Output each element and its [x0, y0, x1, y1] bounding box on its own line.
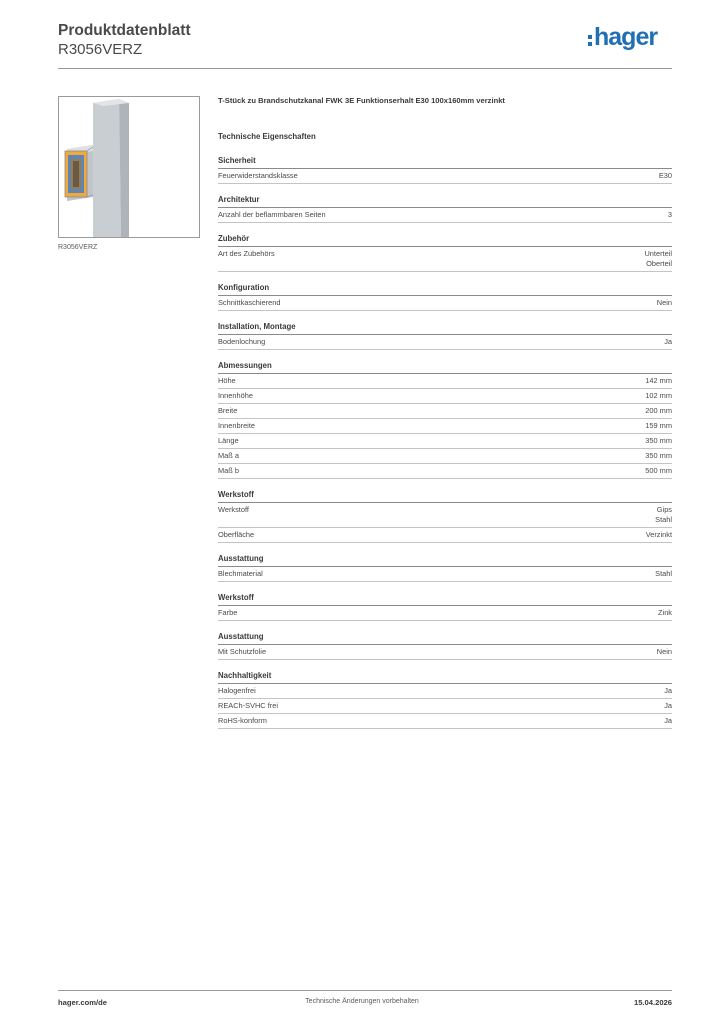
logo-text: hager — [594, 23, 658, 51]
property-row — [218, 247, 672, 272]
logo-dots-icon — [588, 35, 592, 49]
product-image — [58, 96, 200, 238]
property-value — [645, 466, 672, 476]
footer-website[interactable]: hager.com/de — [58, 998, 107, 1007]
product-description: T-Stück zu Brandschutzkanal FWK 3E Funktionserhalt E30 100x160mm verzinkt — [218, 96, 505, 105]
property-section — [218, 234, 672, 272]
section-title: Werkstoff — [218, 593, 672, 606]
property-section — [218, 361, 672, 479]
property-value-line: 159 mm — [645, 421, 672, 430]
property-value-line: 102 mm — [645, 391, 672, 400]
property-label: Werkstoff — [218, 505, 249, 514]
property-label: Bodenlochung — [218, 337, 266, 346]
property-label: Feuerwiderstandsklasse — [218, 171, 298, 180]
property-section — [218, 593, 672, 621]
property-value-line: Oberteil — [646, 259, 672, 268]
property-row — [218, 296, 672, 311]
page-header — [58, 20, 672, 68]
property-section — [218, 554, 672, 582]
property-value — [655, 569, 672, 579]
property-value — [644, 249, 672, 269]
property-row — [218, 434, 672, 449]
property-row — [218, 335, 672, 350]
property-label: Anzahl der beflammbaren Seiten — [218, 210, 326, 219]
property-label: Maß b — [218, 466, 239, 475]
property-label: RoHS-konform — [218, 716, 267, 725]
property-value — [664, 686, 672, 696]
property-value-line: 350 mm — [645, 451, 672, 460]
property-value-line: 350 mm — [645, 436, 672, 445]
property-row — [218, 449, 672, 464]
property-row — [218, 528, 672, 543]
property-row — [218, 684, 672, 699]
property-value-line: E30 — [658, 171, 672, 180]
property-value — [645, 391, 672, 401]
property-value-line: Unterteil — [644, 249, 672, 258]
property-row — [218, 404, 672, 419]
section-title: Werkstoff — [218, 490, 672, 503]
hager-logo — [588, 23, 672, 52]
footer-date: 15.04.2026 — [633, 998, 672, 1007]
property-row — [218, 374, 672, 389]
property-row — [218, 464, 672, 479]
property-value-line: Ja — [664, 337, 672, 346]
property-label: Schnittkaschierend — [218, 298, 281, 307]
properties-panel — [218, 96, 672, 740]
property-value-line: Gips — [656, 505, 672, 514]
property-value — [645, 421, 672, 431]
property-value — [646, 530, 672, 540]
property-label: Höhe — [218, 376, 236, 385]
property-row — [218, 169, 672, 184]
property-value — [659, 171, 672, 181]
property-value-line: 142 mm — [645, 376, 672, 385]
property-value-line: Verzinkt — [645, 530, 672, 539]
section-title: Sicherheit — [218, 156, 672, 169]
section-title: Konfiguration — [218, 283, 672, 296]
property-value — [645, 406, 672, 416]
property-section — [218, 671, 672, 729]
property-label: Innenhöhe — [218, 391, 253, 400]
property-label: Maß a — [218, 451, 239, 460]
property-label: Länge — [218, 436, 239, 445]
footer-note: Technische Änderungen vorbehalten — [305, 998, 419, 1005]
property-value — [657, 298, 672, 308]
section-title: Installation, Montage — [218, 322, 672, 335]
property-row — [218, 606, 672, 621]
property-value-line: Stahl — [655, 569, 672, 578]
section-title: Abmessungen — [218, 361, 672, 374]
product-code: R3056VERZ — [58, 41, 143, 58]
property-label: Innenbreite — [218, 421, 255, 430]
property-value-line: Zink — [658, 608, 672, 617]
property-row — [218, 503, 672, 528]
property-value-line: Nein — [656, 647, 672, 656]
property-value-line: Ja — [664, 701, 672, 710]
property-value — [664, 716, 672, 726]
property-value-line: Ja — [664, 686, 672, 695]
document-title: Produktdatenblatt — [58, 22, 191, 39]
section-title: Zubehör — [218, 234, 672, 247]
property-row — [218, 645, 672, 660]
property-value — [664, 337, 672, 347]
property-value-line: 500 mm — [645, 466, 672, 475]
section-title: Ausstattung — [218, 554, 672, 567]
property-section — [218, 322, 672, 350]
property-value-line: 3 — [667, 210, 672, 219]
property-section — [218, 156, 672, 184]
property-value — [657, 647, 672, 657]
property-value — [658, 608, 672, 618]
property-row — [218, 567, 672, 582]
technical-properties-title: Technische Eigenschaften — [218, 132, 316, 141]
header-divider — [58, 68, 672, 69]
property-label: Breite — [218, 406, 238, 415]
property-value — [645, 436, 672, 446]
section-title: Nachhaltigkeit — [218, 671, 672, 684]
property-value-line: Nein — [656, 298, 672, 307]
property-row — [218, 699, 672, 714]
property-row — [218, 714, 672, 729]
property-section — [218, 283, 672, 311]
property-label: REACh-SVHC frei — [218, 701, 278, 710]
property-value — [668, 210, 672, 220]
property-label: Farbe — [218, 608, 238, 617]
property-row — [218, 389, 672, 404]
property-section — [218, 195, 672, 223]
property-value-line: Stahl — [655, 515, 672, 524]
property-row — [218, 208, 672, 223]
property-label: Mit Schutzfolie — [218, 647, 267, 656]
property-section — [218, 632, 672, 660]
section-title: Architektur — [218, 195, 672, 208]
property-sections — [218, 156, 672, 729]
property-label: Blechmaterial — [218, 569, 263, 578]
property-label: Oberfläche — [218, 530, 255, 539]
property-value — [655, 505, 672, 525]
property-value — [645, 376, 672, 386]
t-piece-duct-icon — [59, 97, 199, 237]
property-value — [664, 701, 672, 711]
property-value — [645, 451, 672, 461]
property-value-line: 200 mm — [645, 406, 672, 415]
image-caption: R3056VERZ — [58, 244, 98, 251]
property-label: Art des Zubehörs — [218, 249, 275, 258]
section-title: Ausstattung — [218, 632, 672, 645]
footer-divider — [58, 990, 672, 991]
property-value-line: Ja — [664, 716, 672, 725]
property-label: Halogenfrei — [218, 686, 256, 695]
property-section — [218, 490, 672, 543]
property-row — [218, 419, 672, 434]
